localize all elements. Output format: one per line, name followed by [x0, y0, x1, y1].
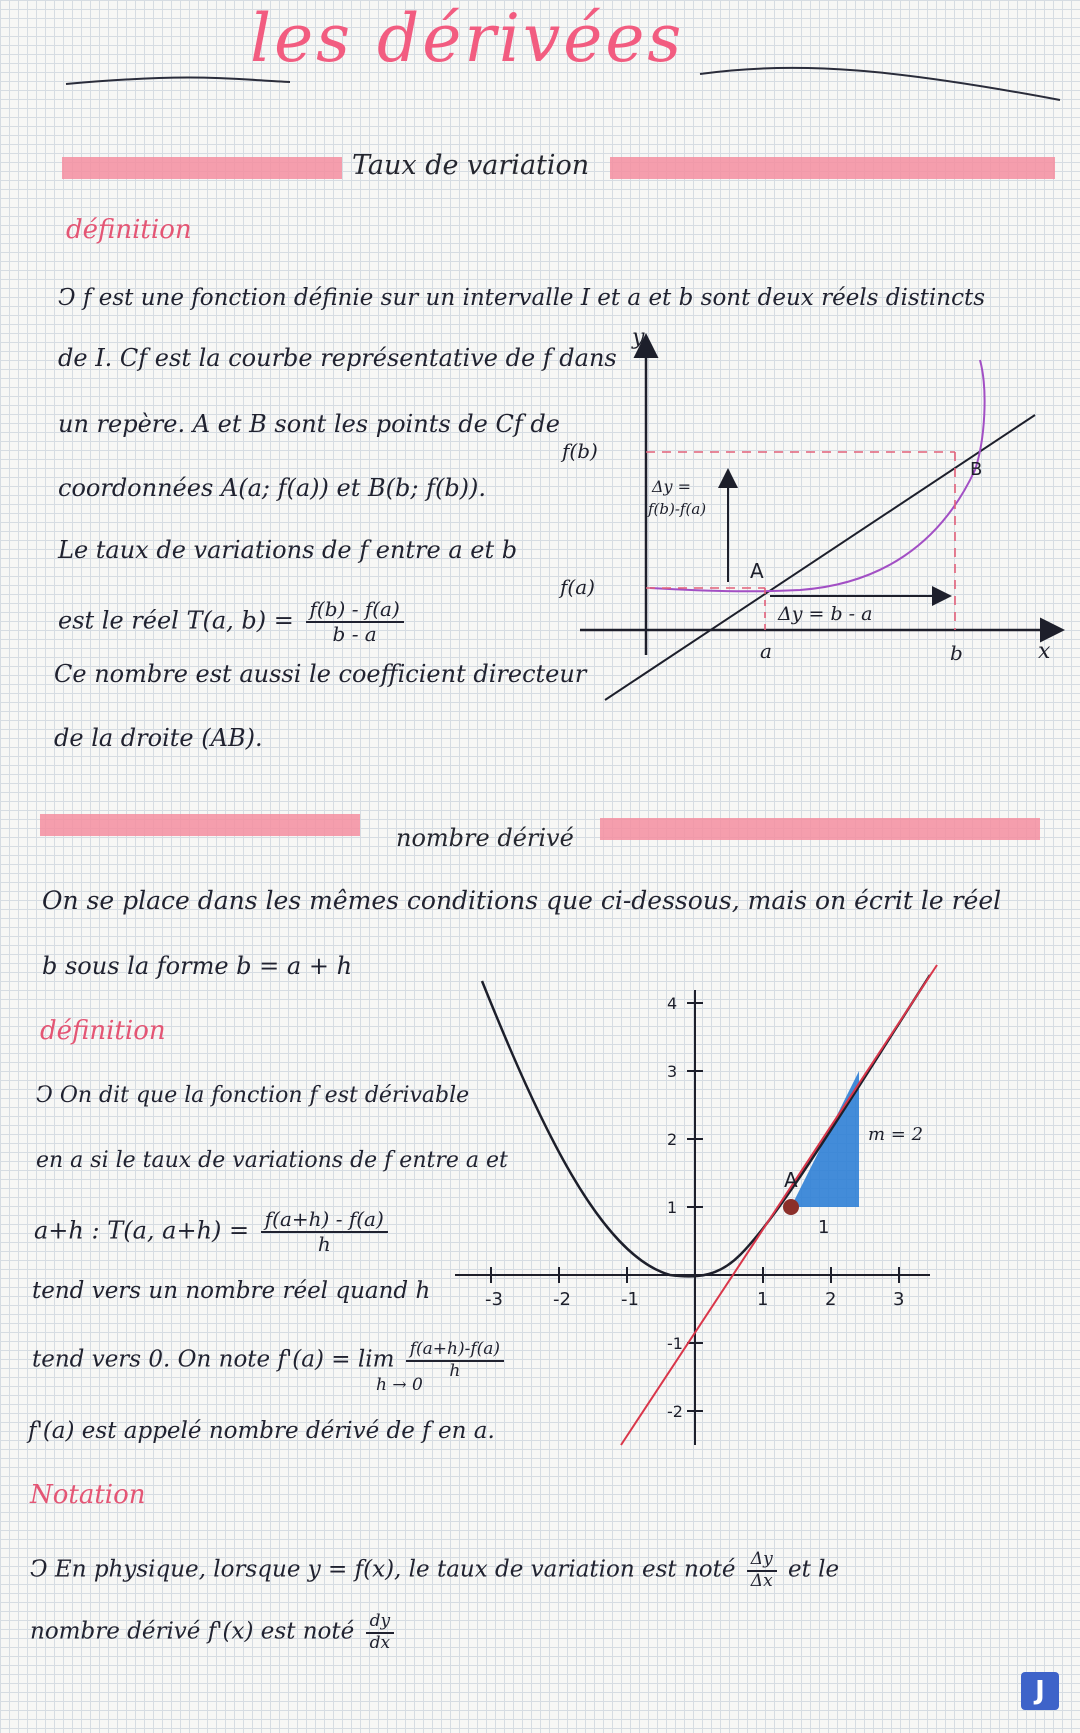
d-numerator: dy	[366, 1612, 395, 1634]
s1-line-3: un repère. A et B sont les points de Cf de	[58, 410, 560, 438]
y-tick-label: 1	[667, 1198, 678, 1217]
s1-line-1: Ↄ f est une fonction définie sur un intervalle I et a et b sont deux réels distincts	[58, 285, 985, 311]
label-dy-1: Δy =	[652, 477, 692, 496]
s2-line-4: tend vers un nombre réel quand h	[32, 1278, 431, 1304]
heading-band-right-2	[600, 818, 1040, 840]
s1-line-2: de I. Cf est la courbe représentative de f dans	[58, 344, 617, 372]
s2-lim-lead: tend vers 0. On note f'(a) = lim	[32, 1346, 395, 1373]
s2-line-3	[34, 1208, 392, 1256]
x-tick-label: -2	[553, 1289, 571, 1310]
y-axis-label: y	[632, 325, 645, 350]
s1-line-8: de la droite (AB).	[54, 724, 263, 752]
graph-taux	[560, 325, 1080, 710]
s2-lim-numerator: f(a+h)-f(a)	[406, 1340, 504, 1362]
dy-dx-fraction	[747, 1550, 777, 1591]
label-dx: Δy = b - a	[778, 603, 873, 625]
s2-rate-denominator: h	[317, 1232, 331, 1256]
dy-numerator: Δy	[747, 1550, 777, 1572]
s2-rate-lead: a+h : T(a, a+h) =	[34, 1216, 250, 1245]
x-axis-label: x	[1038, 639, 1051, 664]
s2-line-5	[32, 1340, 508, 1381]
notation-label: Notation	[30, 1480, 146, 1510]
y-ticks	[667, 994, 703, 1421]
brand-logo: J	[1021, 1672, 1059, 1710]
s2-intro-1: On se place dans les mêmes conditions que ci-dessous, mais on écrit le réel	[42, 886, 1002, 915]
x-tick-label: 2	[825, 1289, 837, 1310]
curve-cf	[650, 360, 985, 591]
s2-line-2: en a si le taux de variations de f entre a et	[36, 1148, 508, 1173]
curve-f	[482, 975, 930, 1276]
d-denominator: dx	[369, 1632, 391, 1653]
notation-and: et le	[788, 1556, 840, 1583]
s1-line-4: coordonnées A(a; f(a)) et B(b; f(b)).	[58, 474, 487, 502]
notation-line-1	[30, 1550, 839, 1591]
s2-intro-2: b sous la forme b = a + h	[42, 952, 353, 980]
x-tick-label: 1	[757, 1289, 769, 1310]
s2-lim-denominator: h	[449, 1360, 461, 1381]
s2-rate-numerator: f(a+h) - f(a)	[261, 1208, 388, 1233]
y-tick-label: 2	[667, 1130, 678, 1149]
point-a-dot	[783, 1199, 799, 1215]
y-tick-label: 3	[667, 1062, 678, 1081]
point-b-label: B	[970, 459, 983, 480]
run-label: 1	[818, 1217, 830, 1238]
tick-b: b	[950, 641, 963, 665]
s1-formula-lead: est le réel T(a, b) =	[58, 606, 294, 635]
rate-denominator: b - a	[332, 622, 377, 646]
s2-line-6: f'(a) est appelé nombre dérivé de f en a.	[28, 1418, 495, 1444]
point-a-label-2: A	[784, 1168, 798, 1192]
s2-line-1: Ↄ On dit que la fonction f est dérivable	[36, 1083, 470, 1108]
notation-text-2: nombre dérivé f'(x) est noté	[30, 1618, 355, 1645]
heading-band-left-2	[40, 814, 360, 836]
secant-line	[605, 415, 1035, 700]
rate-fraction	[306, 598, 404, 646]
section-title-nombre: nombre dérivé	[396, 824, 574, 852]
x-tick-label: 3	[893, 1289, 905, 1310]
y-tick-label: -2	[667, 1402, 683, 1421]
heading-band-right	[610, 157, 1055, 179]
s1-line-5: Le taux de variations de f entre a et b	[58, 536, 518, 564]
section-title-taux: Taux de variation	[352, 150, 590, 181]
point-a-label: A	[750, 559, 764, 583]
heading-band-left	[62, 157, 342, 179]
graph-nombre-derive	[440, 975, 960, 1450]
s1-line-6	[58, 598, 408, 646]
label-dy-2: f(b)-f(a)	[648, 500, 707, 518]
x-tick-label: -3	[485, 1289, 503, 1310]
x-tick-label: -1	[621, 1289, 639, 1310]
label-fb: f(b)	[562, 439, 598, 463]
tick-a: a	[760, 639, 772, 663]
label-fa: f(a)	[560, 575, 595, 599]
rate-numerator: f(b) - f(a)	[306, 598, 404, 623]
y-tick-label: 4	[667, 994, 678, 1013]
definition-label-2: définition	[40, 1016, 166, 1046]
notation-text-1: Ↄ En physique, lorsque y = f(x), le taux de variation est noté	[30, 1556, 736, 1583]
s1-line-7: Ce nombre est aussi le coefficient directeur	[54, 660, 587, 688]
page-title: les dérivées	[250, 0, 685, 77]
definition-label-1: définition	[66, 215, 192, 245]
slope-label: m = 2	[868, 1124, 924, 1145]
s2-rate-fraction	[261, 1208, 388, 1256]
y-tick-label: -1	[667, 1334, 683, 1353]
dx-denominator: Δx	[750, 1570, 773, 1591]
s2-lim-sub: h → 0	[376, 1375, 423, 1395]
derivative-fraction	[366, 1612, 395, 1653]
notation-line-2	[30, 1612, 398, 1653]
